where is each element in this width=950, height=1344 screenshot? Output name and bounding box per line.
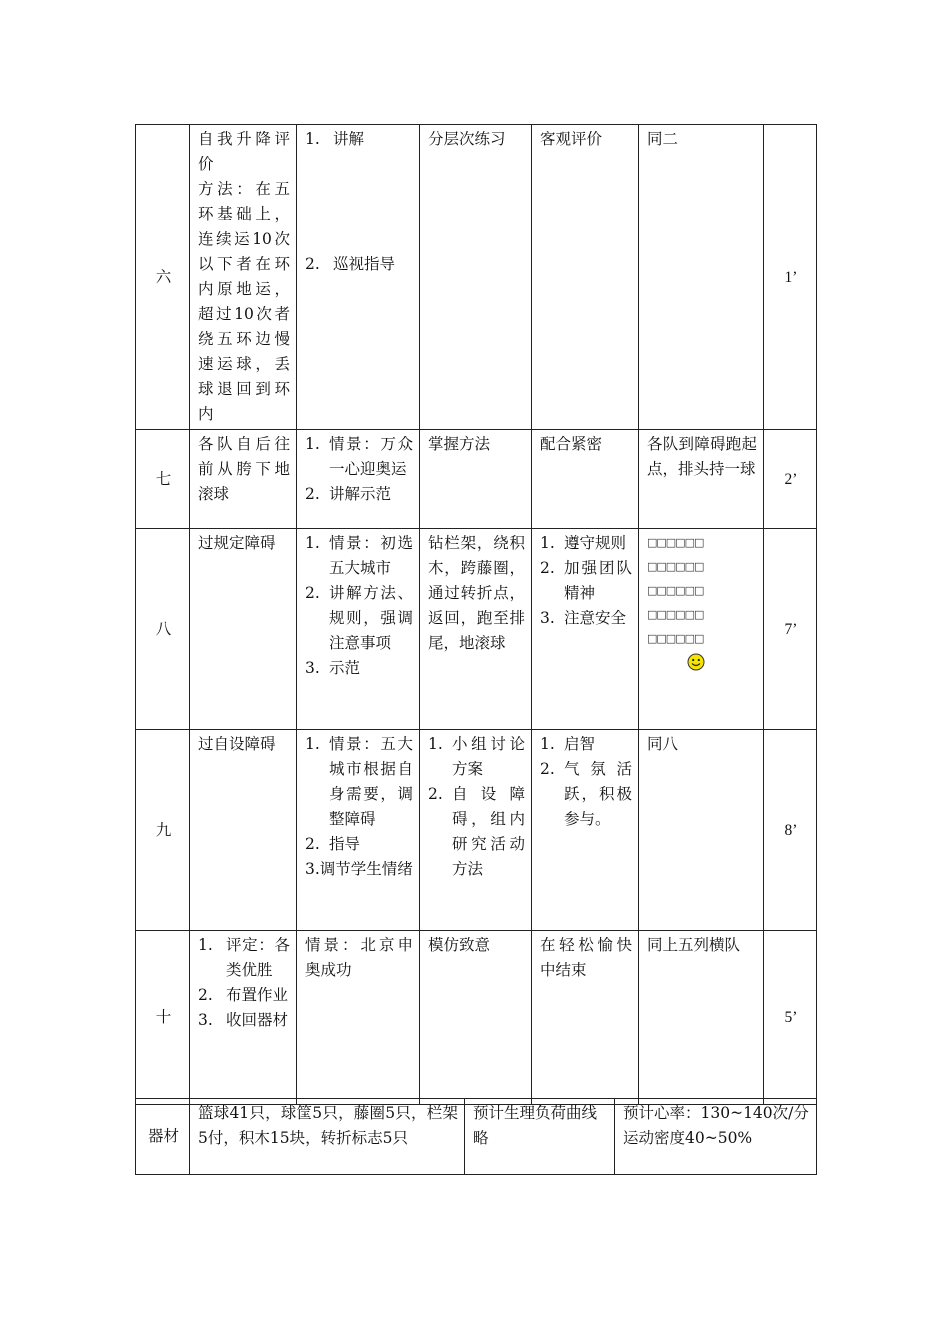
list-item: 2. 布置作业	[198, 986, 289, 1004]
equipment-label: 器材	[136, 1099, 190, 1175]
list-item: 1. 情景：初选五大城市	[305, 534, 413, 577]
content-text: 过自设障碍	[198, 735, 276, 753]
equipment-list: 篮球41只，球筐5只，藤圈5只，栏架5付，积木15块，转折标志5只	[190, 1099, 465, 1175]
step-number: 八	[136, 529, 190, 730]
step-number: 九	[136, 730, 190, 931]
time-cell: 7’	[764, 529, 817, 730]
time-cell: 1’	[764, 125, 817, 430]
student-cell	[420, 730, 532, 931]
student-cell: 分层次练习	[420, 125, 532, 430]
step-number: 十	[136, 931, 190, 1105]
content-text: 自我升降评价 方法：在五环基础上，连续运10次以下者在环内原地运，超过10次者绕五环边慢速运球，丢球退回到环内	[198, 130, 290, 423]
step-number: 七	[136, 430, 190, 529]
table-row	[136, 529, 817, 730]
table-row	[136, 730, 817, 931]
table-row	[136, 430, 817, 529]
list-item: 1. 讲解	[305, 130, 365, 148]
organization-cell: 同八	[639, 730, 764, 931]
list-item: 1. 小组讨论方案	[428, 735, 525, 778]
list-item: 2. 加强团队精神	[540, 559, 632, 602]
list-item: 1. 情景：万众一心迎奥运	[305, 435, 413, 478]
list-item: 3. 注意安全	[540, 609, 627, 627]
lesson-plan-table	[135, 124, 817, 1105]
organization-cell: 同上五列横队	[639, 931, 764, 1105]
list-item: 2. 气氛活跃，积极参与。	[540, 760, 632, 828]
content-text: 各队自后往前从胯下地滚球	[198, 435, 290, 503]
content-cell	[190, 125, 297, 430]
teacher-cell	[297, 730, 420, 931]
teacher-cell	[297, 125, 420, 430]
list-item: 2. 讲解方法、规则，强调注意事项	[305, 584, 413, 652]
organization-cell: 同二	[639, 125, 764, 430]
list-item: 1. 评定：各类优胜	[198, 936, 290, 979]
list-item: 3.调节学生情绪	[305, 860, 413, 878]
list-item: 3. 示范	[305, 659, 361, 677]
table-row	[136, 931, 817, 1105]
teacher-cell	[297, 529, 420, 730]
list-item: 2. 巡视指导	[305, 255, 396, 273]
time-cell: 2’	[764, 430, 817, 529]
smiley-face-icon	[687, 653, 705, 671]
content-cell	[190, 529, 297, 730]
table-row	[136, 1099, 817, 1175]
requirement-cell: 在轻松愉快中结束	[532, 931, 639, 1105]
teacher-cell: 情景：北京申奥成功	[297, 931, 420, 1105]
time-cell: 5’	[764, 931, 817, 1105]
student-cell: 钻栏架，绕积木，跨藤圈，通过转折点，返回，跑至排尾，地滚球	[420, 529, 532, 730]
student-cell: 模仿致意	[420, 931, 532, 1105]
heart-rate-cell: 预计心率：130~140次/分 运动密度40~50%	[615, 1099, 817, 1175]
equipment-table	[135, 1098, 817, 1175]
list-item: 2. 自设障碍，组内研究活动方法	[428, 785, 525, 878]
load-curve-cell: 预计生理负荷曲线 略	[465, 1099, 615, 1175]
formation-diagram: □□□□□□ □□□□□□ □□□□□□ □□□□□□ □□□□□□	[647, 536, 704, 645]
content-cell	[190, 730, 297, 931]
student-cell: 掌握方法	[420, 430, 532, 529]
organization-cell	[639, 529, 764, 730]
table-row	[136, 125, 817, 430]
content-cell	[190, 430, 297, 529]
step-number: 六	[136, 125, 190, 430]
list-item: 1. 遵守规则	[540, 534, 627, 552]
teacher-cell	[297, 430, 420, 529]
time-cell: 8’	[764, 730, 817, 931]
requirement-cell: 配合紧密	[532, 430, 639, 529]
list-item: 3. 收回器材	[198, 1011, 289, 1029]
content-text: 过规定障碍	[198, 534, 276, 552]
requirement-cell: 客观评价	[532, 125, 639, 430]
requirement-cell	[532, 529, 639, 730]
requirement-cell	[532, 730, 639, 931]
list-item: 2. 指导	[305, 835, 361, 853]
organization-cell: 各队到障碍跑起点，排头持一球	[639, 430, 764, 529]
list-item: 1. 情景：五大城市根据自身需要，调整障碍	[305, 735, 413, 828]
list-item: 2. 讲解示范	[305, 485, 392, 503]
content-cell	[190, 931, 297, 1105]
list-item: 1. 启智	[540, 735, 596, 753]
